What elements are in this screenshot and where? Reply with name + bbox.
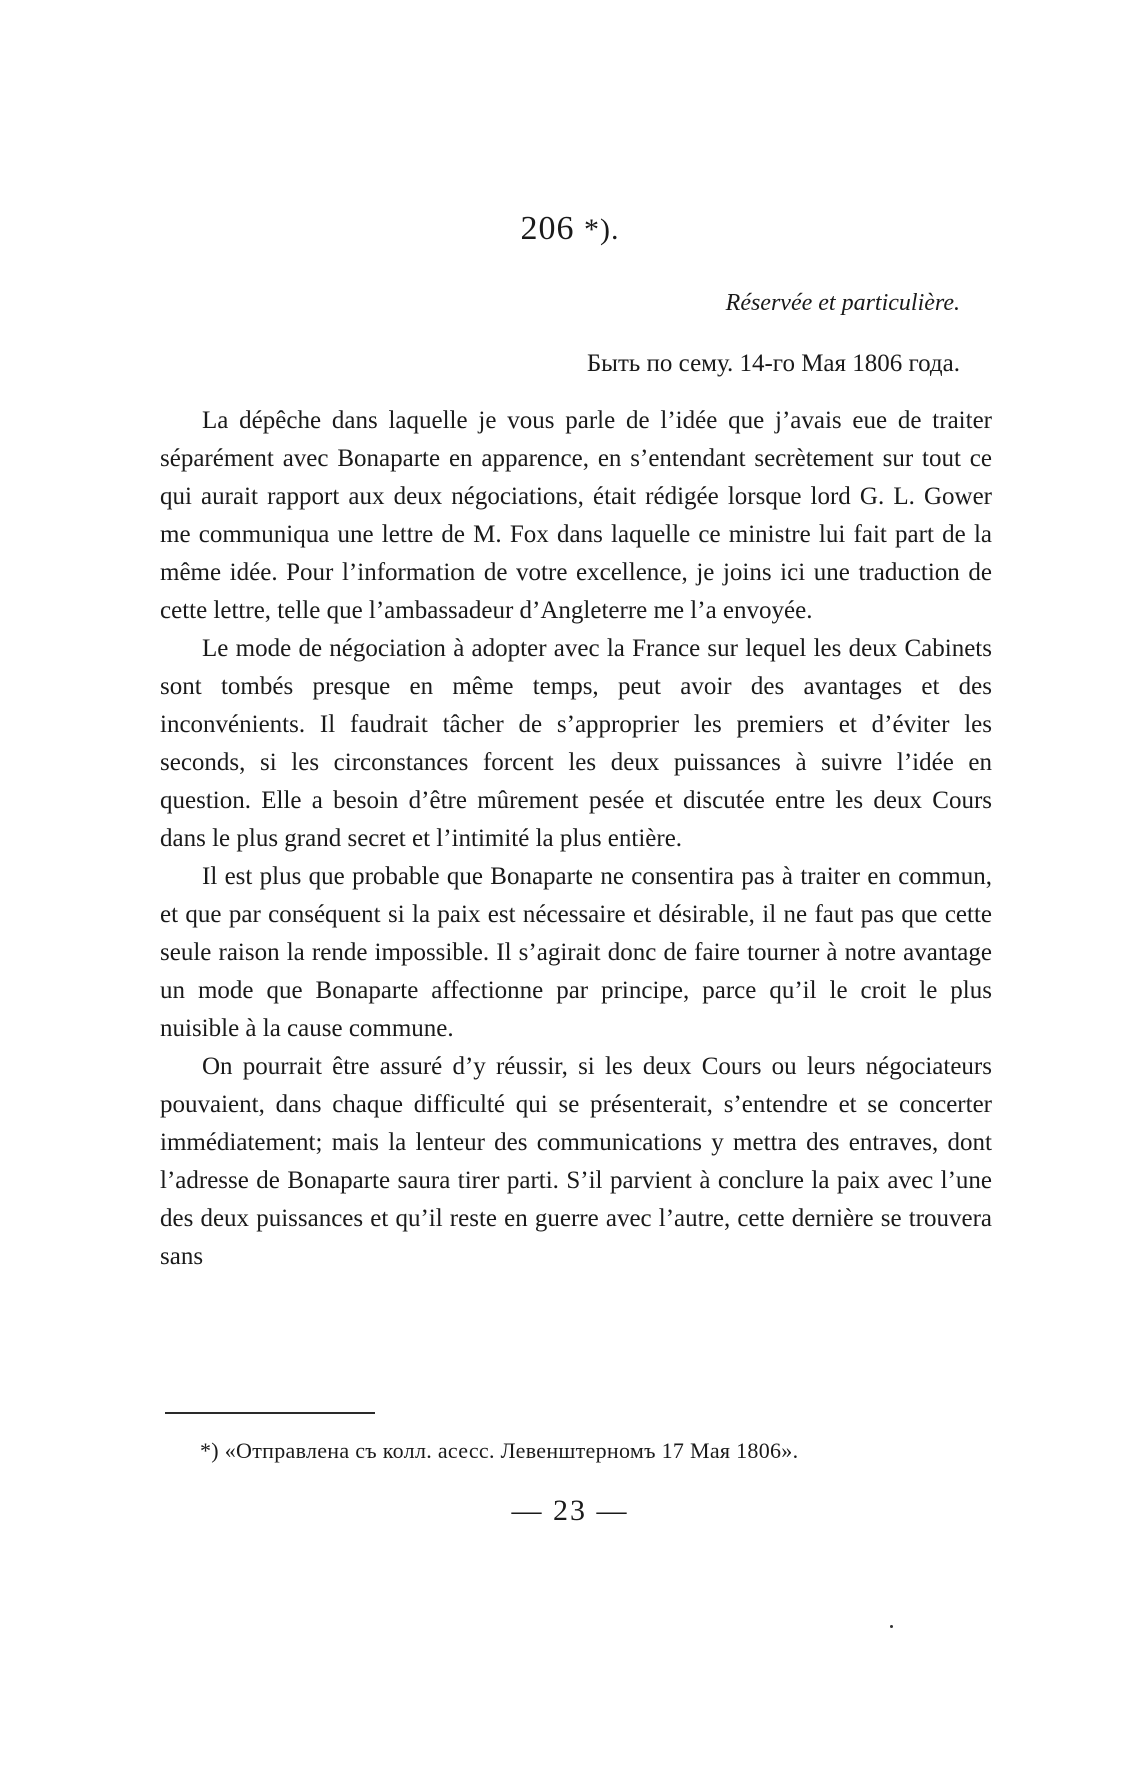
footnote-divider <box>165 1412 375 1414</box>
document-number-heading <box>0 210 1140 248</box>
footnote-marker: *). <box>584 213 620 246</box>
paragraph-4: On pourrait être assuré d’y réussir, si les deux Cours ou leurs négociateurs pouvaient, dans chaque difficulté qui se présenterait, s’entendre et se concerter immédiatement; mais la lenteur des communications y mettra des entraves, dont l’adresse de Bonaparte saura tirer parti. S’il parvient à conclure la paix avec l’une des deux puissances et qu’il reste en guerre avec l’autre, cette dernière se trouvera sans <box>160 1053 992 1270</box>
classification-label: Réservée et particulière. <box>725 290 960 316</box>
print-speck <box>890 1625 893 1628</box>
paragraph-3: Il est plus que probable que Bonaparte ne consentira pas à traiter en commun, et que par conséquent si la paix est nécessaire et désirable, il ne faut pas que cette seule raison la rende impossible. Il s’agirait donc de faire tourner à notre avantage un mode que Bonaparte affectionne par principe, parce qu’il le croit le plus nuisible à la cause commune. <box>160 863 992 1042</box>
imperial-approval-note: Быть по сему. 14-го Мая 1806 года. <box>586 350 960 377</box>
document-number: 206 <box>520 210 575 247</box>
page-number: — 23 — <box>511 1494 629 1527</box>
letter-body <box>160 402 992 1276</box>
paragraph-2: Le mode de négociation à adopter avec la France sur lequel les deux Cabinets sont tombés presque en même temps, peut avoir des avantages et des inconvénients. Il faudrait tâcher de s’approprier les premiers et d’éviter les seconds, si les circonstances forcent les deux puissances à suivre l’idée en question. Elle a besoin d’être mûrement pesée et discutée entre les deux Cours dans le plus grand secret et l’intimité la plus entière. <box>160 635 992 852</box>
paragraph-1: La dépêche dans laquelle je vous parle de l’idée que j’avais eue de traiter séparément avec Bonaparte en apparence, en s’entendant secrètement sur tout ce qui aurait rapport aux deux négociations, était rédigée lorsque lord G. L. Gower me communiqua une lettre de M. Fox dans laquelle ce ministre lui fait part de la même idée. Pour l’information de votre excellence, je joins ici une traduction de cette lettre, telle que l’ambassadeur d’Angleterre me l’a envoyée. <box>160 407 992 624</box>
footnote-text: *) «Отправлена съ колл. асесс. Левенштерномъ 17 Мая 1806». <box>200 1438 799 1463</box>
